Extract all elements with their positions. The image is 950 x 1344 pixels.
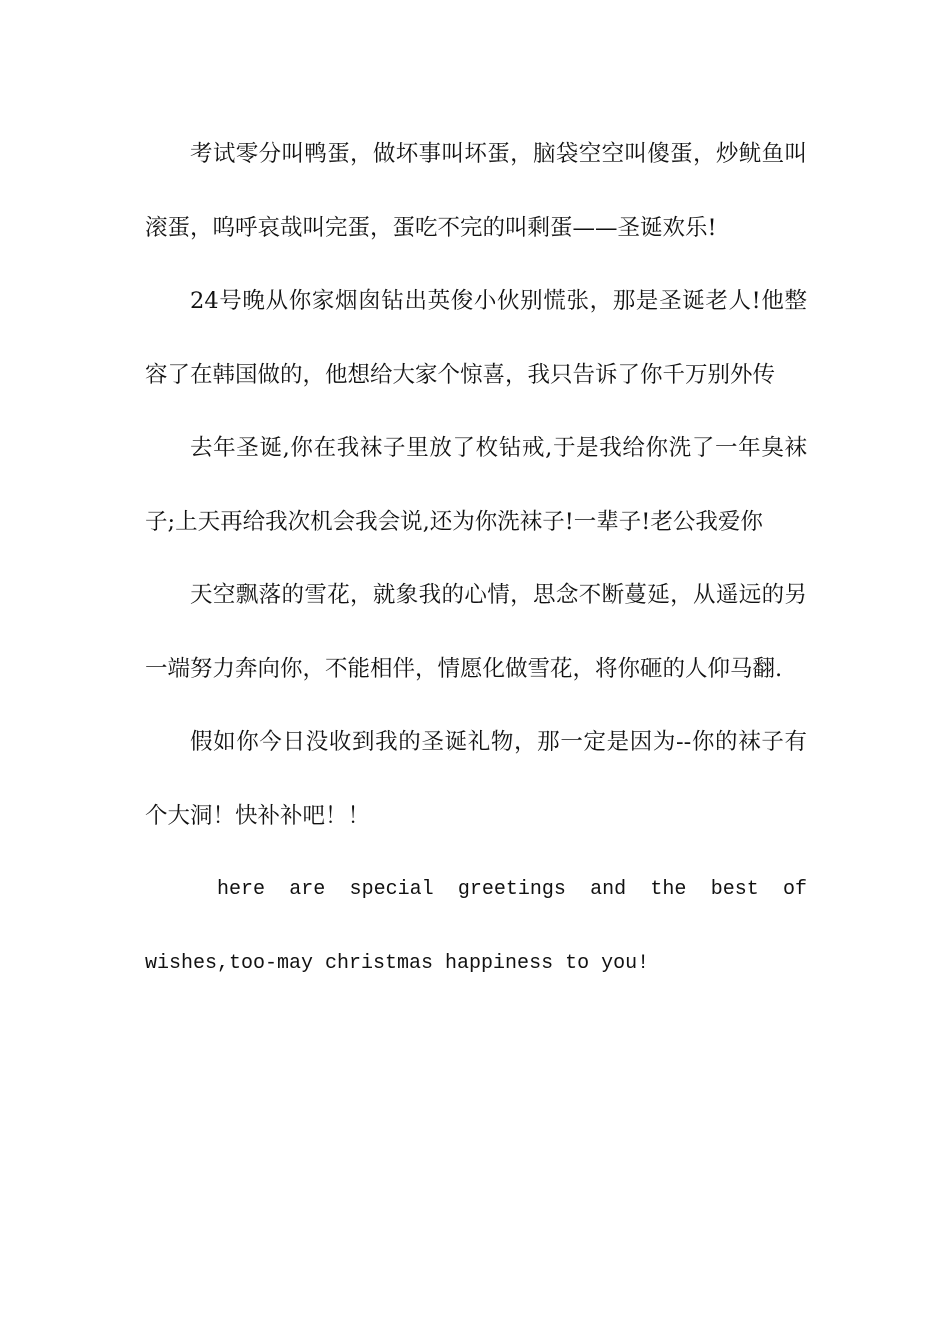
paragraph-english: here are special greetings and the best of wishes,too-may christmas happiness to you! — [145, 878, 807, 975]
document-body — [145, 118, 807, 1000]
paragraph-4: 天空飘落的雪花，就象我的心情，思念不断蔓延，从遥远的另一端努力奔向你，不能相伴，情愿化做雪花，将你砸的人仰马翻. — [145, 582, 807, 682]
paragraph-2: 24号晚从你家烟囱钻出英俊小伙别慌张，那是圣诞老人!他整容了在韩国做的，他想给大家个惊喜，我只告诉了你千万别外传 — [145, 288, 807, 388]
paragraph-5: 假如你今日没收到我的圣诞礼物，那一定是因为--你的袜子有个大洞！快补补吧！！ — [145, 729, 807, 829]
paragraph-1: 考试零分叫鸭蛋，做坏事叫坏蛋，脑袋空空叫傻蛋，炒鱿鱼叫滚蛋，呜呼哀哉叫完蛋，蛋吃不完的叫剩蛋——圣诞欢乐! — [145, 141, 807, 241]
paragraph-3: 去年圣诞,你在我袜子里放了枚钻戒,于是我给你洗了一年臭袜子;上天再给我次机会我会说,还为你洗袜子!一辈子!老公我爱你 — [145, 435, 807, 535]
